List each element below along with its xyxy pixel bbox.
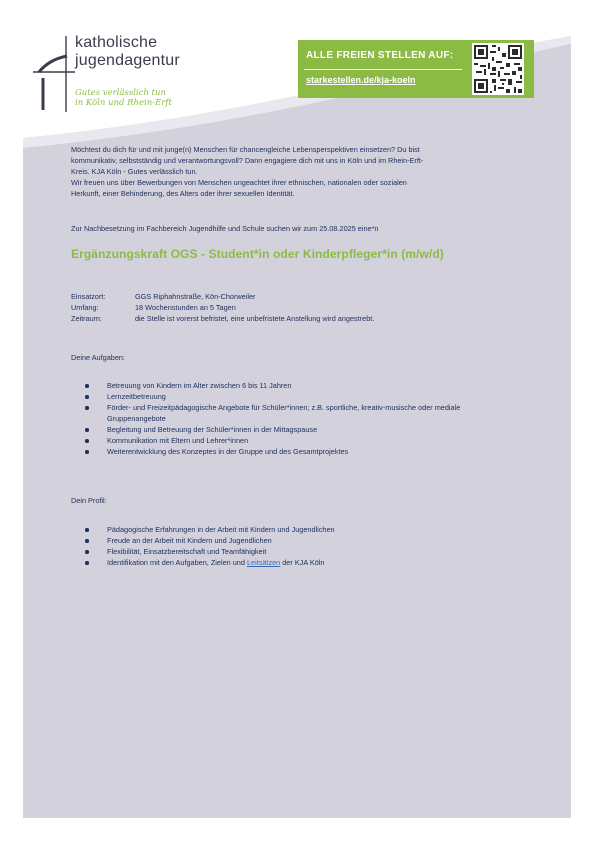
detail-label: Einsatzort: — [71, 292, 106, 301]
qr-code-icon[interactable] — [472, 43, 524, 95]
list-item-text: Förder- und Freizeitpädagogische Angebote für Schüler*innen; z.B. sportliche, kreativ-musische oder mediale Gruppenangebote — [107, 403, 461, 423]
logo-tagline — [75, 88, 172, 108]
intro-paragraph — [71, 144, 531, 199]
intro-line: Wir freuen uns über Bewerbungen von Menschen ungeachtet ihrer ethnischen, nationalen oder sozialen — [71, 178, 407, 187]
list-item-text: Kommunikation mit Eltern und Lehrer*innen — [107, 436, 249, 445]
logo-tagline-line1: Gutes verlässlich tun — [75, 88, 166, 98]
list-item-text: Lernzeitbetreuung — [107, 392, 166, 401]
list-item — [71, 557, 511, 568]
list-item-text: Freude an der Arbeit mit Kindern und Jugendlichen — [107, 536, 272, 545]
bullet-icon — [85, 550, 89, 554]
profil-list — [71, 524, 511, 568]
profil-heading: Dein Profil: — [71, 496, 107, 505]
detail-label: Zeitraum: — [71, 314, 102, 323]
logo-tagline-line2: in Köln und Rhein-Erft — [75, 98, 172, 108]
list-item-text: Begleitung und Betreuung der Schüler*innen in der Mittagspause — [107, 425, 318, 434]
bullet-icon — [85, 528, 89, 532]
list-item — [71, 524, 511, 535]
list-item — [71, 535, 511, 546]
bullet-icon — [85, 539, 89, 543]
bullet-icon — [85, 406, 89, 410]
list-item — [71, 435, 511, 446]
cross-logo-icon — [33, 32, 75, 112]
list-item-text: Identifikation mit den Aufgaben, Zielen und — [107, 558, 247, 567]
job-title: Ergänzungskraft OGS - Student*in oder Kinderpfleger*in (m/w/d) — [71, 247, 444, 261]
aufgaben-heading: Deine Aufgaben: — [71, 353, 125, 362]
bullet-icon — [85, 450, 89, 454]
intro-line: Kreis. KJA Köln - Gutes verlässlich tun. — [71, 167, 198, 176]
bullet-icon — [85, 428, 89, 432]
detail-label: Umfang: — [71, 303, 99, 312]
document-page — [23, 18, 571, 818]
kja-logo — [33, 32, 223, 132]
detail-row — [71, 302, 531, 313]
list-item-text: Pädagogische Erfahrungen in der Arbeit mit Kindern und Jugendlichen — [107, 525, 335, 534]
detail-row — [71, 291, 531, 302]
detail-value: GGS Riphahnstraße, Kön-Chorweiler — [135, 292, 256, 301]
list-item — [71, 546, 511, 557]
detail-row — [71, 313, 531, 324]
bullet-icon — [85, 395, 89, 399]
list-item — [71, 380, 511, 391]
logo-name-line1: katholische — [75, 34, 158, 51]
list-item-text: der KJA Köln — [280, 558, 325, 567]
banner-title: ALLE FREIEN STELLEN AUF: — [306, 50, 454, 61]
aufgaben-list — [71, 380, 511, 457]
jobs-banner[interactable] — [298, 40, 534, 98]
bullet-icon — [85, 561, 89, 565]
bullet-icon — [85, 384, 89, 388]
intro-line: kommunikativ, selbstständig und verantwortungsvoll? Dann engagiere dich mit uns in Köln und im Rhein-Erft- — [71, 156, 424, 165]
list-item — [71, 391, 511, 402]
list-item — [71, 424, 511, 435]
bullet-icon — [85, 439, 89, 443]
detail-value: die Stelle ist vorerst befristet, eine unbefristete Anstellung wird angestrebt. — [135, 314, 375, 323]
leitsaetze-link[interactable]: Leitsätzen — [246, 558, 281, 567]
list-item-text: Weiterentwicklung des Konzeptes in der Gruppe und des Gesamtprojektes — [107, 447, 349, 456]
job-details — [71, 291, 531, 324]
list-item — [71, 402, 511, 424]
nachbesetzung-text: Zur Nachbesetzung im Fachbereich Jugendhilfe und Schule suchen wir zum 25.08.2025 eine*n — [71, 224, 379, 233]
list-item-text: Betreuung von Kindern im Alter zwischen 6 bis 11 Jahren — [107, 381, 292, 390]
banner-divider — [304, 69, 462, 70]
list-item — [71, 446, 511, 457]
intro-line: Möchtest du dich für und mit junge(n) Menschen für chancengleiche Lebensperspektiven einsetzen? Du bist — [71, 145, 420, 154]
detail-value: 18 Wochenstunden an 5 Tagen — [135, 303, 236, 312]
intro-line: Herkunft, einer Behinderung, des Alters oder ihrer sexuellen Identität. — [71, 189, 295, 198]
banner-url-link[interactable]: starkestellen.de/kja-koeln — [306, 75, 416, 85]
logo-name-line2: jugendagentur — [75, 52, 180, 69]
list-item-text: Flexibilität, Einsatzbereitschaft und Teamfähigkeit — [107, 547, 267, 556]
